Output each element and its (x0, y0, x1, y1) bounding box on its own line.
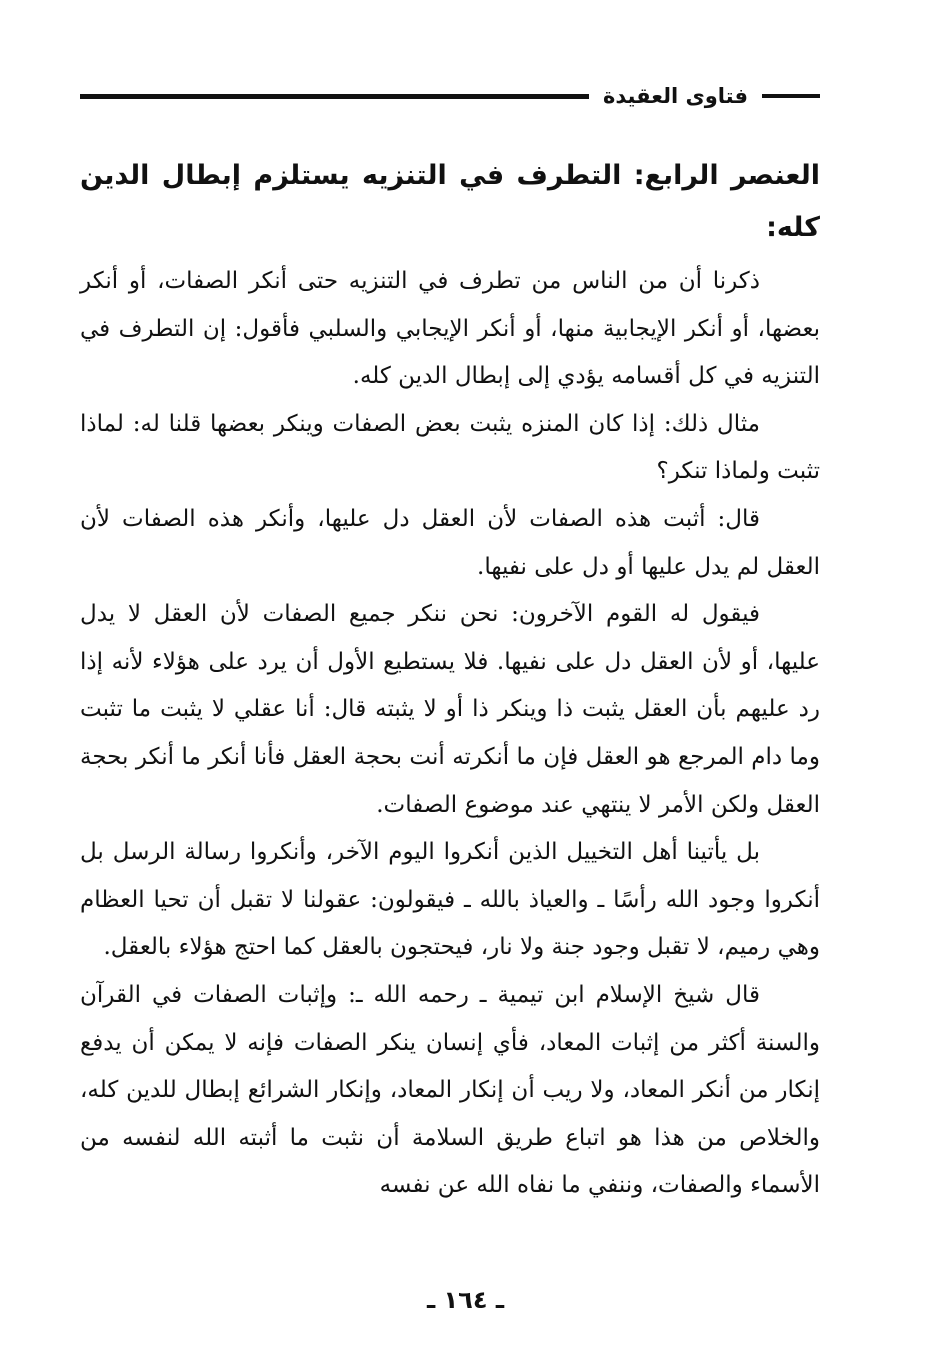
section-heading: العنصر الرابع: التطرف في التنزيه يستلزم إبطال الدين كله: (80, 160, 820, 243)
paragraph: بل يأتينا أهل التخييل الذين أنكروا اليوم الآخر، وأنكروا رسالة الرسل بل أنكروا وجود الله رأسًا ـ والعياذ بالله ـ فيقولون: عقولنا لا تقبل أن تحيا العظام وهي رميم، لا تقبل وجود جنة ولا نار، فيحتجون بالعقل كما احتج هؤلاء بالعقل. (80, 839, 820, 961)
header-rule-long (80, 94, 589, 99)
running-header (80, 78, 820, 114)
header-rule-short (762, 94, 820, 98)
page-number: ـ ١٦٤ ـ (426, 1286, 505, 1314)
paragraph: ذكرنا أن من الناس من تطرف في التنزيه حتى أنكر الصفات، أو أنكر بعضها، أو أنكر الإيجابية منها، أو أنكر الإيجابي والسلبي فأقول: إن التطرف في التنزيه في كل أقسامه يؤدي إلى إبطال الدين كله. (80, 268, 820, 390)
running-header-title: فتاوى العقيدة (603, 84, 748, 108)
page-body (80, 150, 820, 1210)
paragraph: قال: أثبت هذه الصفات لأن العقل دل عليها، وأنكر هذه الصفات لأن العقل لم يدل عليها أو دل على نفيها. (80, 505, 820, 580)
paragraph: قال شيخ الإسلام ابن تيمية ـ رحمه الله ـ: وإثبات الصفات في القرآن والسنة أكثر من إثبات المعاد، فأي إنسان ينكر الصفات فإنه لا يمكن أن يدفع إنكار من أنكر المعاد، ولا ريب أن إنكار المعاد، وإنكار الشرائع إبطال للدين كله، والخلاص من هذا هو اتباع طريق السلامة أن نثبت ما أثبته الله لنفسه من الأسماء والصفات، وننفي ما نفاه الله عن نفسه (80, 981, 820, 1199)
paragraph: مثال ذلك: إذا كان المنزه يثبت بعض الصفات وينكر بعضها قلنا له: لماذا تثبت ولماذا تنكر؟ (80, 410, 820, 485)
paragraph: فيقول له القوم الآخرون: نحن ننكر جميع الصفات لأن العقل لا يدل عليها، أو لأن العقل دل على نفيها. فلا يستطيع الأول أن يرد على هؤلاء لأنه إذا رد عليهم بأن العقل يثبت ذا وينكر ذا أو لا يثبته قال: أنا عقلي لا يثبت ما تثبت وما دام المرجع هو العقل فإن ما أنكرته أنت بحجة العقل فأنا أنكر ما أنكر بحجة العقل ولكن الأمر لا ينتهي عند موضوع الصفات. (80, 601, 820, 818)
